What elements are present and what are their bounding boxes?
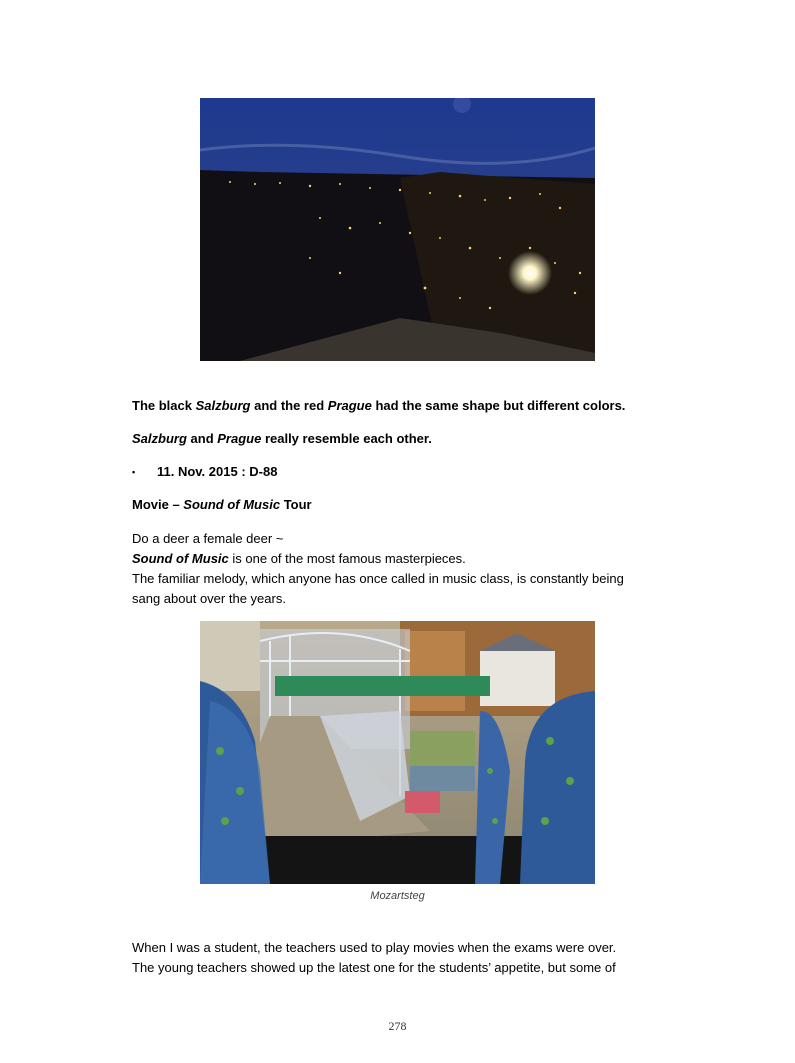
text-span: and the red (250, 398, 328, 413)
text-line: Do a deer a female deer ~ (132, 531, 284, 546)
text-span: is one of the most famous masterpieces. (228, 551, 466, 566)
body-paragraph-2 (132, 938, 616, 978)
text-span: Salzburg (195, 398, 251, 413)
text-span: and (186, 431, 218, 446)
text-span: Salzburg (132, 431, 187, 446)
text-line (132, 549, 624, 569)
text-line: When I was a student, the teachers used to play movies when the exams were over. (132, 940, 617, 955)
mozartsteg-photo (200, 621, 595, 884)
text-span: Prague (217, 431, 262, 446)
salzburg-night-photo (200, 98, 595, 361)
text-line: sang about over the years. (132, 591, 286, 606)
photo-caption: Mozartsteg (370, 890, 425, 902)
text-span: Sound of Music (183, 497, 281, 512)
text-span: had the same shape but different colors. (371, 398, 626, 413)
paragraph-salzburg-prague-shape (132, 396, 625, 416)
text-span: Sound of Music (132, 551, 229, 566)
date-text: 11. Nov. 2015 : D-88 (157, 464, 278, 479)
text-span: Movie – (132, 497, 184, 512)
page-number: 278 (388, 1019, 407, 1033)
text-span: Prague (327, 398, 372, 413)
text-line: The familiar melody, which anyone has once called in music class, is constantly being (132, 571, 624, 586)
text-span: really resemble each other. (261, 431, 432, 446)
body-paragraph-1 (132, 529, 624, 609)
paragraph-resemble (132, 429, 432, 449)
text-span: The black (132, 398, 196, 413)
text-line: The young teachers showed up the latest one for the students’ appetite, but some of (132, 960, 616, 975)
section-heading (132, 495, 312, 515)
bullet-icon: • (132, 467, 136, 477)
text-span: Tour (280, 497, 312, 512)
